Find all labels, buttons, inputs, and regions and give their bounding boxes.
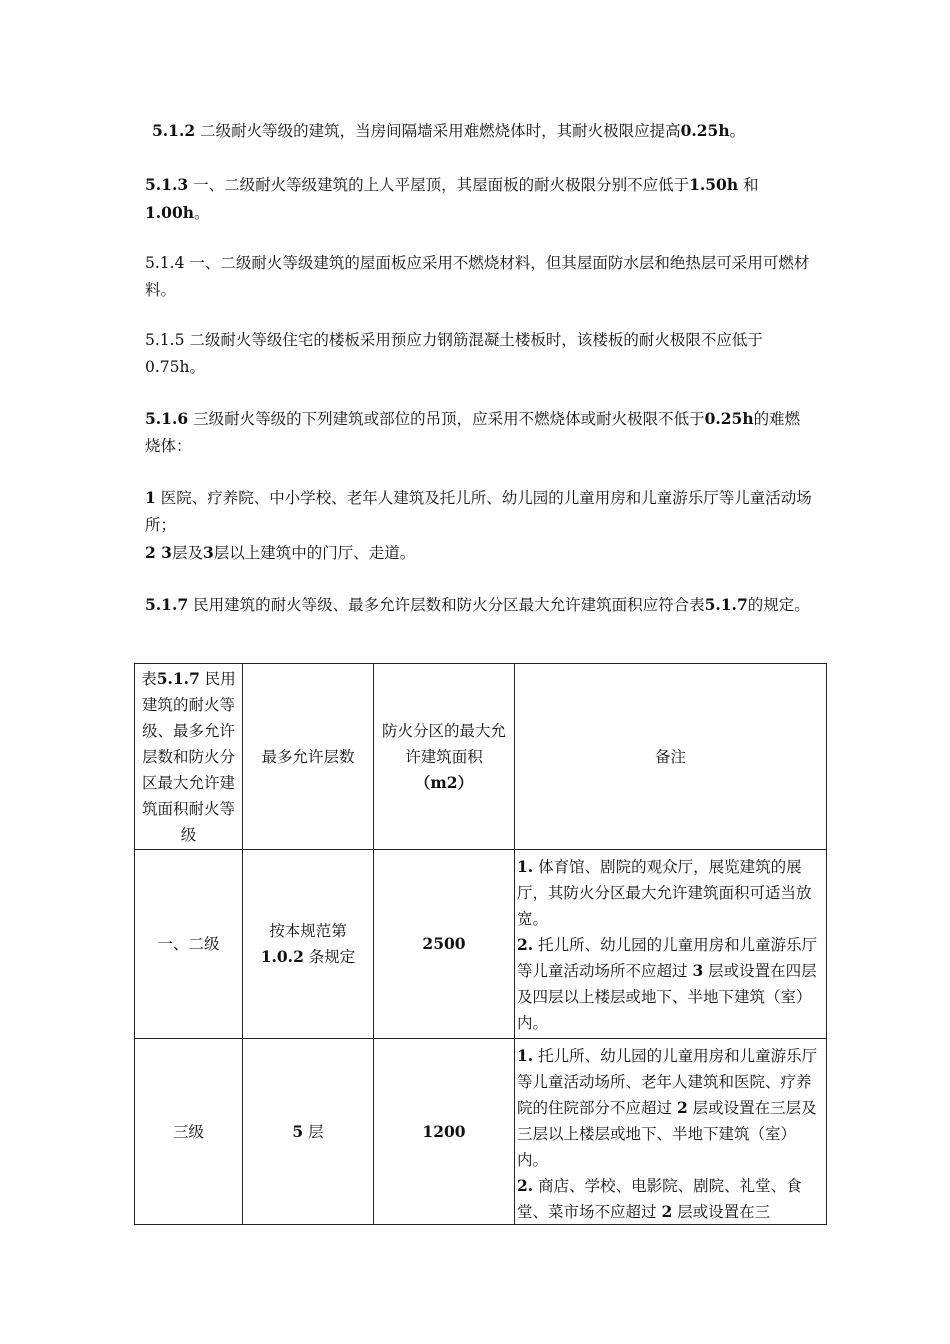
note-text: 商店、学校、电影院、剧院、礼堂、食堂、菜市场不应超过 bbox=[517, 1177, 802, 1221]
clause-5-1-5 bbox=[145, 327, 813, 381]
cell-notes bbox=[515, 1039, 827, 1225]
note-text: 体育馆、剧院的观众厅，展览建筑的展厅，其防火分区最大允许建筑面积可适当放宽。 bbox=[517, 858, 812, 928]
clause-value: 0.25h bbox=[704, 409, 754, 428]
clause-number: 5.1.4 bbox=[145, 254, 185, 272]
note-value: 2 bbox=[661, 1202, 673, 1221]
item-text: 医院、疗养院、中小学校、老年人建筑及托儿所、幼儿园的儿童用房和儿童游乐厅等儿童活动场所； bbox=[145, 489, 812, 534]
floors-clause: 1.0.2 bbox=[260, 947, 304, 966]
clause-number: 5.1.2 bbox=[152, 121, 196, 140]
item-text: 层以上建筑中的门厅、走道。 bbox=[213, 544, 416, 562]
note-text: 托儿所、幼儿园的儿童用房和儿童游乐厅等儿童活动场所、老年人建筑和医院、疗养院的住院部分不应超过 bbox=[517, 1047, 818, 1117]
clause-punct: 的规定。 bbox=[747, 596, 810, 614]
clause-text: 一、二级耐火等级建筑的屋面板应采用不燃烧材料，但其屋面防水层和绝热层可采用可燃材料。 bbox=[145, 254, 810, 299]
note-text: 托儿所、幼儿园的儿童用房和儿童游乐厅等儿童活动场所不应超过 bbox=[517, 936, 818, 980]
list-item bbox=[145, 539, 813, 567]
note-number: 2. bbox=[517, 935, 534, 954]
clause-5-1-6 bbox=[145, 405, 813, 460]
item-value: 3 bbox=[202, 543, 214, 562]
clause-number: 5.1.6 bbox=[145, 409, 189, 428]
header-area-unit: （m2） bbox=[414, 772, 474, 792]
clause-text: 一、二级耐火等级建筑的上人平屋顶，其屋面板的耐火极限分别不应低于 bbox=[188, 176, 690, 194]
note-text: 层或设置在三 bbox=[672, 1203, 771, 1221]
clause-5-1-2 bbox=[152, 117, 820, 145]
note-number: 1. bbox=[517, 857, 534, 876]
clause-5-1-6-items bbox=[145, 484, 813, 567]
note-item bbox=[517, 1043, 824, 1173]
cell-area: 1200 bbox=[374, 1039, 515, 1225]
clause-text: 二级耐火等级的建筑，当房间隔墙采用难燃烧体时，其耐火极限应提高 bbox=[195, 122, 681, 140]
clause-text: 二级耐火等级住宅的楼板采用预应力钢筋混凝土楼板时，该楼板的耐火极限不应低于0.75h。 bbox=[145, 331, 763, 376]
note-item bbox=[517, 932, 824, 1036]
note-item bbox=[517, 854, 824, 932]
floors-tail: 条规定 bbox=[303, 948, 356, 966]
clause-punct: 的难燃烧体： bbox=[145, 410, 801, 455]
floors-count: 5 bbox=[292, 1121, 304, 1141]
fire-resistance-table bbox=[134, 663, 827, 1225]
clause-text: 民用建筑的耐火等级、最多允许层数和防火分区最大允许建筑面积应符合表 bbox=[188, 596, 705, 614]
item-number: 1 bbox=[145, 488, 156, 507]
clause-number: 5.1.7 bbox=[145, 595, 189, 614]
clause-number: 5.1.3 bbox=[145, 175, 189, 194]
clause-5-1-3 bbox=[145, 171, 813, 227]
clause-punct: 。 bbox=[729, 122, 746, 140]
floors-tail: 层 bbox=[303, 1122, 324, 1141]
header-text: 民用建筑的耐火等级、最多允许层数和防火分区最大允许建筑面积耐火等级 bbox=[141, 669, 236, 844]
clause-5-1-7 bbox=[145, 591, 813, 619]
clause-value: 1.00h bbox=[145, 203, 195, 222]
header-max-floors: 最多允许层数 bbox=[243, 664, 374, 850]
floors-text: 按本规范第 bbox=[269, 922, 347, 940]
table-number: 5.1.7 bbox=[156, 668, 200, 688]
clause-value: 0.25h bbox=[680, 121, 730, 140]
clause-5-1-4 bbox=[145, 250, 813, 304]
cell-floors bbox=[243, 1039, 374, 1225]
item-number: 2 3 bbox=[145, 543, 172, 562]
header-area-label: 防火分区的最大允许建筑面积 bbox=[381, 721, 506, 766]
clause-value: 5.1.7 bbox=[704, 595, 748, 614]
clause-text: 三级耐火等级的下列建筑或部位的吊顶，应采用不燃烧体或耐火极限不低于 bbox=[188, 410, 705, 428]
item-text: 层及 bbox=[171, 544, 203, 562]
header-max-area bbox=[374, 664, 515, 850]
cell-grade: 三级 bbox=[135, 1039, 243, 1225]
table-row bbox=[135, 850, 827, 1039]
note-number: 1. bbox=[517, 1046, 534, 1065]
table-row bbox=[135, 1039, 827, 1225]
note-number: 2. bbox=[517, 1176, 534, 1195]
clause-value: 1.50h bbox=[689, 175, 739, 194]
header-grade bbox=[135, 664, 243, 850]
header-notes: 备注 bbox=[515, 664, 827, 850]
clause-punct: 。 bbox=[194, 204, 210, 222]
cell-area: 2500 bbox=[374, 850, 515, 1039]
note-item bbox=[517, 1173, 824, 1221]
table-header-row bbox=[135, 664, 827, 850]
header-prefix: 表 bbox=[141, 669, 157, 688]
clause-connector: 和 bbox=[738, 176, 759, 194]
note-value: 2 bbox=[676, 1098, 688, 1117]
note-value: 3 bbox=[692, 961, 704, 980]
cell-grade: 一、二级 bbox=[135, 850, 243, 1039]
note-text: 层或设置在四层及四层以上楼层或地下、半地下建筑（室）内。 bbox=[517, 962, 817, 1032]
note-text: 层或设置在三层及三层以上楼层或地下、半地下建筑（室）内。 bbox=[517, 1099, 817, 1169]
cell-notes bbox=[515, 850, 827, 1039]
cell-floors bbox=[243, 850, 374, 1039]
clause-number: 5.1.5 bbox=[145, 331, 185, 349]
list-item bbox=[145, 484, 813, 539]
